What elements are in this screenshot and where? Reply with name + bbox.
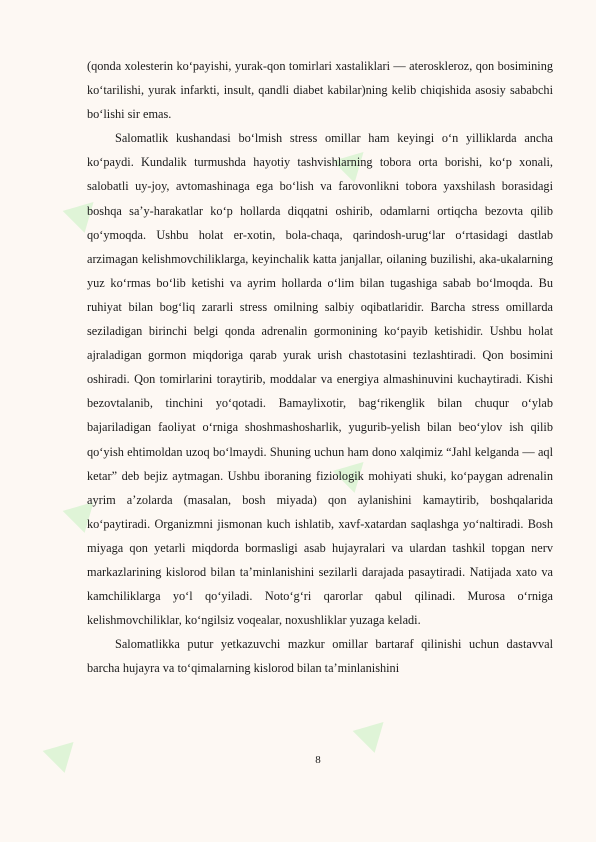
watermark-logo: ‣ (310, 116, 404, 210)
paragraph: (qonda xolesterin ko‘payishi, yurak-qon tomirlari xastaliklari — ateroskleroz, qon bosimining ko‘tarilishi, yurak infarkti, insult, qandli diabet kabilar)ning kelib chiqishida asosiy sababchi bo‘lishi sir emas. (87, 59, 553, 122)
watermark-logo: ‣ (40, 166, 134, 260)
page-number: 8 (315, 754, 321, 766)
watermark-logo: ‣ (310, 426, 404, 520)
watermark-logo: ‣ (330, 686, 424, 780)
watermark-logo: ‣ (20, 706, 114, 800)
paragraph: Salomatlikka putur yetkazuvchi mazkur omillar bartaraf qilinishi uchun dastavval barcha hujayra va to‘qimalarning kislorod bilan ta’minlanishini (87, 637, 553, 676)
paragraph: Salomatlik kushandasi bo‘lmish stress omillar ham keyingi o‘n yilliklarda ancha ko‘paydi. Kundalik turmushda hayotiy tashvishlarning tobora orta borishi, ko‘p xonali, salobatli uy-joy, avtomashinaga ega bo‘lish va farovonlikni tobora yaxshilash borasidagi boshqa sa’y-harakatlar ko‘p hollarda diqqatni oshirib, odamlarni ortiqcha bezovta qilib qo‘ymoqda. Ushbu holat er-xotin, bola-chaqa, qarindosh-urug‘lar o‘rtasidagi dastlab arzimagan kelishmovchiliklarga, keyinchalik katta janjallar, oilaning buzilishi, aka-ukalarning yuz ko‘rmas bo‘lib ketishi va ayrim hollarda o‘lim bilan tugashiga sabab bo‘lmoqda. Bu ruhiyat bilan bog‘liq zararli stress omilning salbiy oqibatlaridir. Barcha stress omillarda seziladigan birinchi belgi qonda adrenalin gormonining ko‘payib ketishidir. Ushbu holat ajraladigan gormon miqdoriga qarab yurak urish chastotasini tezlashtiradi. Qon bosimini oshiradi. Qon tomirlarini toraytirib, moddalar va energiya almashinuvini kuchaytiradi. Kishi bezovtalanib, tinchini yo‘qotadi. Bamaylixotir, bag‘rikenglik bilan chuqur o‘ylab bajariladigan faoliyat o‘rniga shoshmashosharlik, yugurib-yelish bilan beo‘ylov ish qilib qo‘yish ehtimoldan uzoq bo‘lmaydi. Shuning uchun ham dono xalqimiz “Jahl kelganda — aql ketar” deb bejiz aytmagan. Ushbu iboraning fiziologik mohiyati shuki, ko‘paygan adrenalin ayrim a’zolarda (masalan, bosh miyada) qon aylanishini kamaytirib, boshqalarida ko‘paytiradi. Organizmni jismonan kuch ishlatib, xavf-xatardan saqlashga yo‘naltiradi. Bosh miyaga qon yetarli miqdorda bormasligi asab hujayralari va ulardan tashkil topgan nerv markazlarining kislorod bilan ta’minlanishini sezilarli darajada pasaytiradi. Natijada xato va kamchiliklarga yo‘l qo‘yiladi. Noto‘g‘ri qarorlar qabul qilinadi. Murosa o‘rniga kelishmovchiliklar, ko‘ngilsiz voqealar, noxushliklar yuzaga keladi. (87, 131, 553, 628)
watermark-logo: ‣ (40, 466, 134, 560)
document-body (87, 54, 553, 680)
